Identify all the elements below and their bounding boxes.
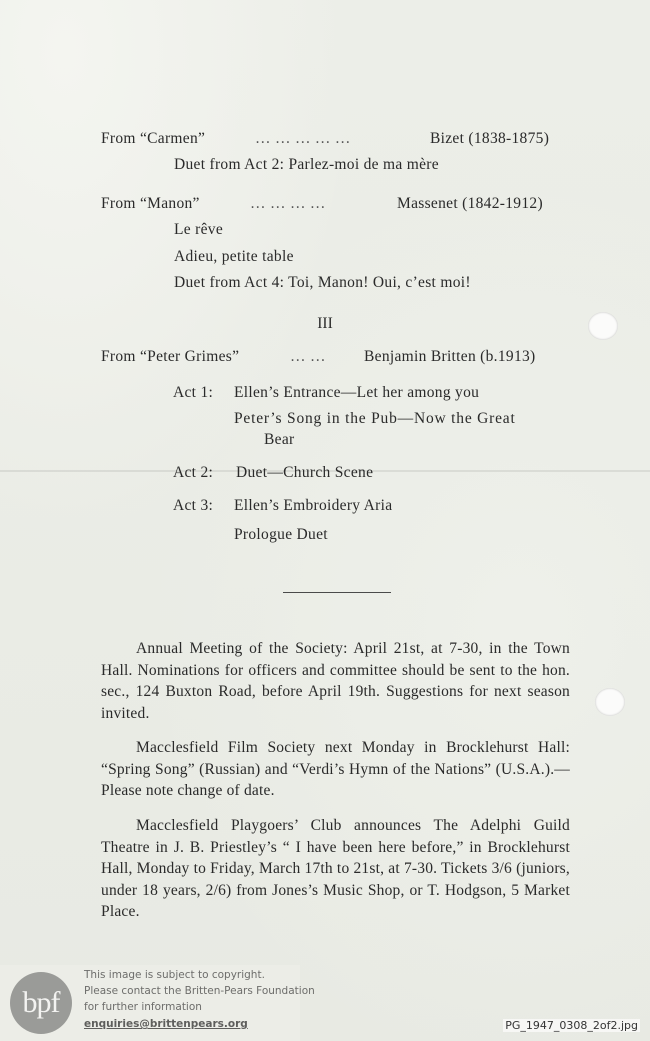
manon-item: Le rêve	[174, 221, 223, 238]
manon-composer: Massenet (1842-1912)	[397, 195, 543, 212]
act1-item: Ellen’s Entrance—Let her among you	[234, 384, 480, 401]
carmen-title: From “Carmen”	[101, 130, 206, 147]
grimes-title: From “Peter Grimes”	[101, 348, 240, 365]
section-heading: III	[317, 315, 333, 332]
copyright-line: This image is subject to copyright.	[84, 969, 265, 981]
act2-label: Act 2:	[173, 464, 214, 481]
punch-hole	[595, 688, 625, 716]
act1-item-cont: Bear	[264, 431, 295, 448]
act1-item: Peter’s Song in the Pub—Now the Great	[234, 410, 516, 427]
notice-film-society: Macclesfield Film Society next Monday in Brocklehurst Hall: “Spring Song” (Russian) and “Verdi’s Hymn of the Nations” (U.S.A.).—Please note change of date.	[101, 739, 570, 799]
notice-playgoers-club: Macclesfield Playgoers’ Club announces The Adelphi Guild Theatre in J. B. Priestley’s “ I have been here before,” in Brocklehurst Hall, Monday to Friday, March 17th to 21st, at 7-30. Tickets 3/6 (juniors, under 18 years, 2/6) from Jones’s Music Shop, or T. Hodgson, 5 Market Place.	[101, 817, 570, 920]
manon-item: Duet from Act 4: Toi, Manon! Oui, c’est moi!	[174, 274, 471, 291]
notice-annual-meeting: Annual Meeting of the Society: April 21st, at 7-30, in the Town Hall. Nominations for officers and committee should be sent to the hon. sec., 124 Buxton Road, before April 19th. Suggestions for next season invited.	[101, 640, 570, 722]
act2-item: Duet—Church Scene	[236, 464, 374, 481]
manon-item: Adieu, petite table	[174, 248, 294, 265]
divider-rule	[283, 592, 391, 593]
carmen-item: Duet from Act 2: Parlez-moi de ma mère	[174, 156, 439, 173]
grimes-composer: Benjamin Britten (b.1913)	[364, 348, 536, 365]
act3-item: Ellen’s Embroidery Aria	[234, 497, 393, 514]
copyright-line: for further information	[84, 1001, 202, 1013]
copyright-line: Please contact the Britten-Pears Foundation	[84, 985, 315, 997]
email-link[interactable]: enquiries@brittenpears.org	[84, 1018, 248, 1030]
act1-label: Act 1:	[173, 384, 214, 401]
manon-title: From “Manon”	[101, 195, 200, 212]
act3-label: Act 3:	[173, 497, 214, 514]
carmen-composer: Bizet (1838-1875)	[430, 130, 550, 147]
grimes-leader-dots: … …	[290, 348, 326, 365]
act3-item: Prologue Duet	[234, 526, 328, 543]
carmen-leader-dots: … … … … …	[255, 130, 351, 147]
manon-leader-dots: … … … …	[250, 195, 326, 212]
file-name: PG_1947_0308_2of2.jpg	[505, 1019, 638, 1032]
bpf-logo: bpf	[10, 972, 72, 1034]
